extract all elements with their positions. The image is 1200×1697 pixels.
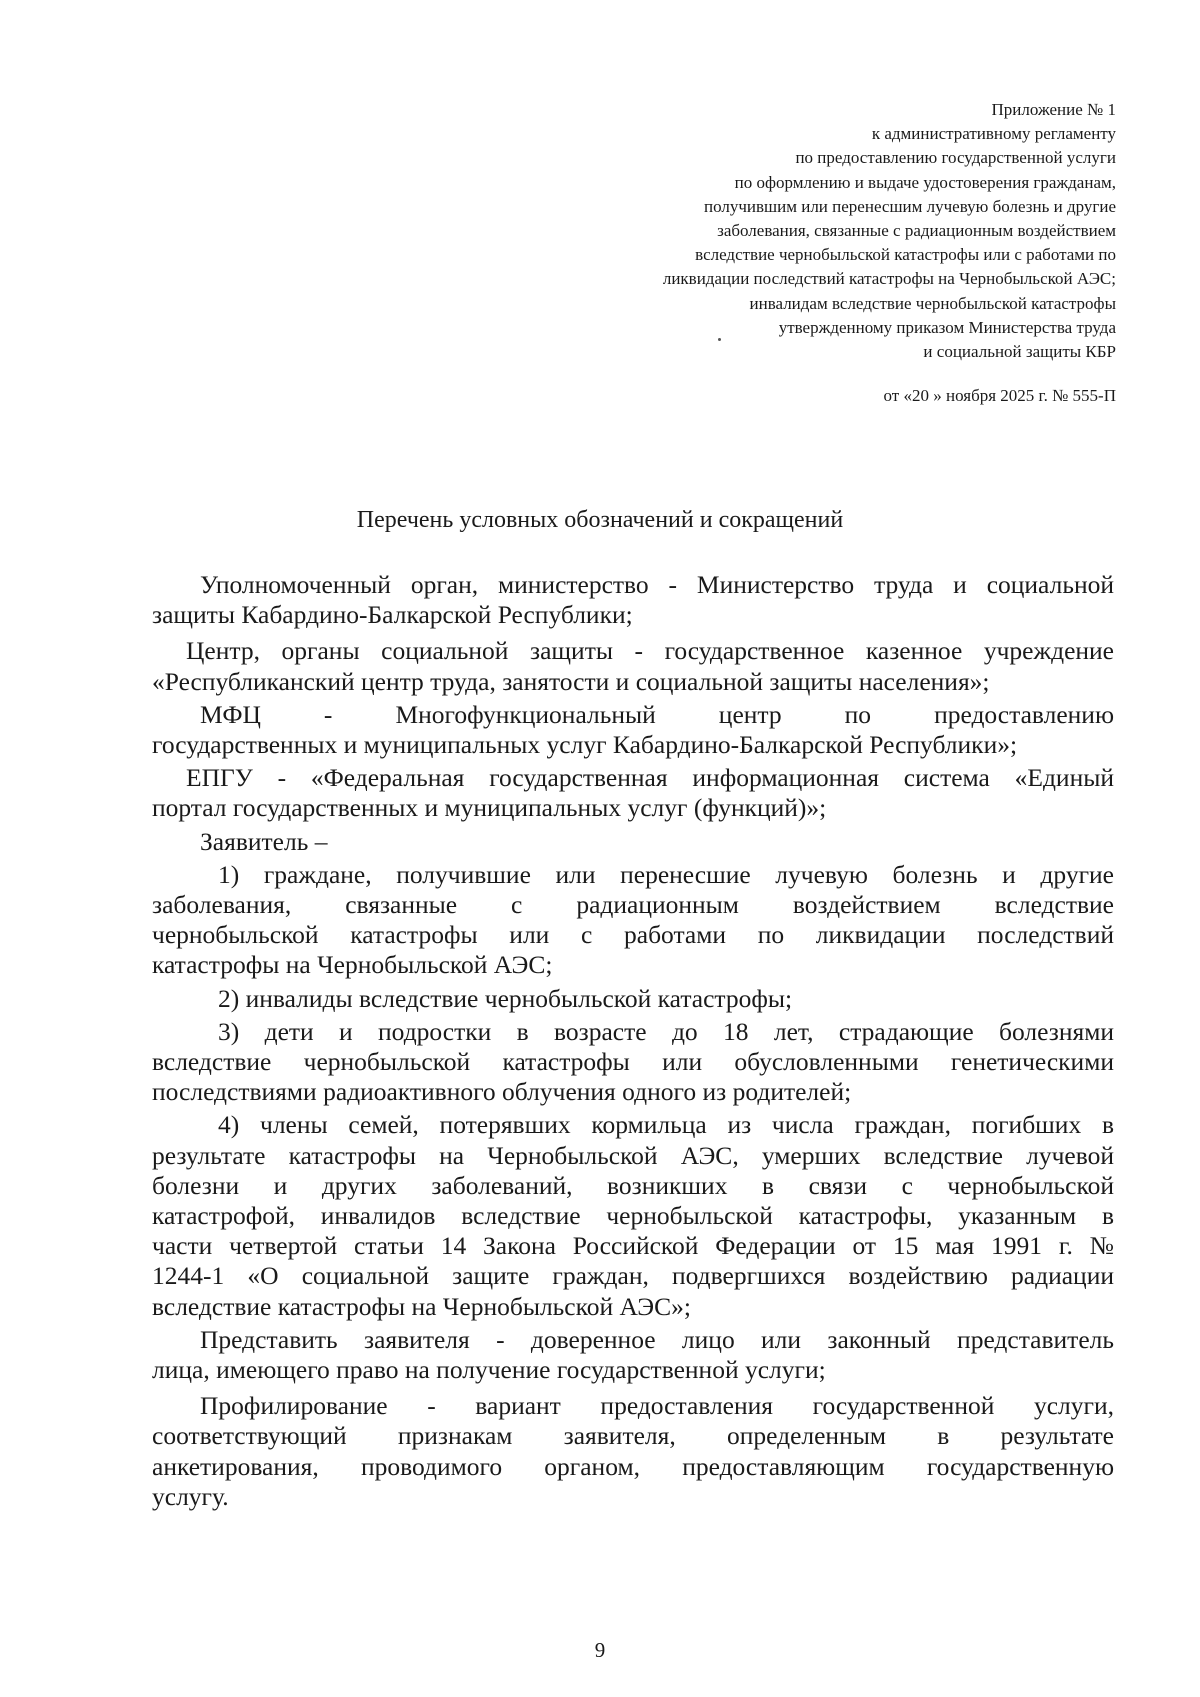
text-line: Профилирование - вариант предоставления государственной услуги,: [200, 1391, 1114, 1421]
appendix-line: утвержденному приказом Министерства труда: [778, 317, 1116, 337]
text-line: Уполномоченный орган, министерство - Министерство труда и социальной: [200, 570, 1114, 599]
page-number: 9: [594, 1638, 606, 1662]
appendix-line: получившим или перенесшим лучевую болезнь и другие: [704, 196, 1116, 216]
appendix-line: вследствие чернобыльской катастрофы или с работами по: [695, 245, 1116, 265]
text-line: соответствующий признакам заявителя, определенным в результате: [152, 1421, 1114, 1451]
text-line: Центр, органы социальной защиты - государственное казенное учреждение: [186, 636, 1114, 666]
paragraph-authorized-body: [152, 570, 1114, 630]
document-body: [152, 570, 1114, 1512]
text-line: портал государственных и муниципальных услуг (функций)»;: [152, 793, 827, 823]
text-line: 1244-1 «О социальной защите граждан, подвергшихся воздействию радиации: [152, 1261, 1114, 1291]
text-line: «Республиканский центр труда, занятости и социальной защиты населения»;: [152, 666, 990, 696]
text-line: вследствие чернобыльской катастрофы или обусловленными генетическими: [152, 1047, 1114, 1077]
text-line: МФЦ - Многофункциональный центр по предоставлению: [200, 699, 1114, 729]
appendix-line: по предоставлению государственной услуги: [795, 148, 1116, 168]
order-date-number: от «20 » ноября 2025 г. № 555-П: [883, 386, 1116, 406]
text-line: услугу.: [152, 1481, 229, 1511]
appendix-header: [476, 98, 1116, 408]
text-line: 4) члены семей, потерявших кормильца из числа граждан, погибших в: [218, 1110, 1114, 1140]
appendix-line: и социальной защиты КБР: [923, 342, 1116, 362]
appendix-line: инвалидам вследствие чернобыльской катастрофы: [749, 293, 1116, 313]
appendix-line: по оформлению и выдаче удостоверения гражданам,: [734, 172, 1116, 192]
paragraph-epgu: [152, 763, 1114, 823]
text-line: лица, имеющего право на получение государственной услуги;: [152, 1355, 826, 1385]
text-line: последствиями радиоактивного облучения одного из родителей;: [152, 1077, 852, 1107]
document-title: Перечень условных обозначений и сокращений: [356, 507, 844, 533]
text-line: чернобыльской катастрофы или с работами по ликвидации последствий: [152, 920, 1114, 950]
text-line: вследствие катастрофы на Чернобыльской АЭС»;: [152, 1291, 691, 1321]
appendix-line: к административному регламенту: [871, 124, 1116, 144]
text-line: 2) инвалиды вследствие чернобыльской катастрофы;: [218, 983, 793, 1013]
text-line: части четвертой статьи 14 Закона Российской Федерации от 15 мая 1991 г. №: [152, 1231, 1114, 1261]
text-line: заболевания, связанные с радиационным воздействием вследствие: [152, 890, 1114, 920]
appendix-line: ликвидации последствий катастрофы на Чернобыльской АЭС;: [662, 269, 1116, 289]
paragraph-center: [152, 636, 1114, 696]
paragraph-applicant-3: [152, 1017, 1114, 1108]
text-line: результате катастрофы на Чернобыльской АЭС, умерших вследствие лучевой: [152, 1140, 1114, 1170]
paragraph-profiling: [152, 1391, 1114, 1512]
appendix-line: заболевания, связанные с радиационным воздействием: [717, 221, 1116, 241]
paragraph-applicant-1: [152, 860, 1114, 981]
appendix-line: Приложение № 1: [991, 100, 1116, 119]
paragraph-representative: [152, 1325, 1114, 1385]
text-line: Представить заявителя - доверенное лицо или законный представитель: [200, 1324, 1114, 1354]
text-line: ЕПГУ - «Федеральная государственная информационная система «Единый: [186, 763, 1114, 793]
text-line: болезни и других заболеваний, возникших в связи с чернобыльской: [152, 1170, 1114, 1200]
text-line: защиты Кабардино-Балкарской Республики;: [152, 600, 633, 630]
paragraph-applicant-heading: [152, 827, 1114, 857]
text-line: 1) граждане, получившие или перенесшие лучевую болезнь и другие: [218, 859, 1114, 889]
text-line: государственных и муниципальных услуг Кабардино-Балкарской Республики»;: [152, 730, 1018, 760]
paragraph-mfc: [152, 700, 1114, 760]
text-line: Заявитель –: [200, 826, 328, 856]
text-line: катастрофы на Чернобыльской АЭС;: [152, 950, 553, 980]
text-line: 3) дети и подростки в возрасте до 18 лет, страдающие болезнями: [218, 1016, 1114, 1046]
text-line: анкетирования, проводимого органом, предоставляющим государственную: [152, 1451, 1114, 1481]
text-line: катастрофой, инвалидов вследствие чернобыльской катастрофы, указанным в: [152, 1201, 1114, 1231]
scan-dot: [718, 338, 721, 341]
paragraph-applicant-4: [152, 1110, 1114, 1321]
paragraph-applicant-2: [152, 984, 1114, 1014]
